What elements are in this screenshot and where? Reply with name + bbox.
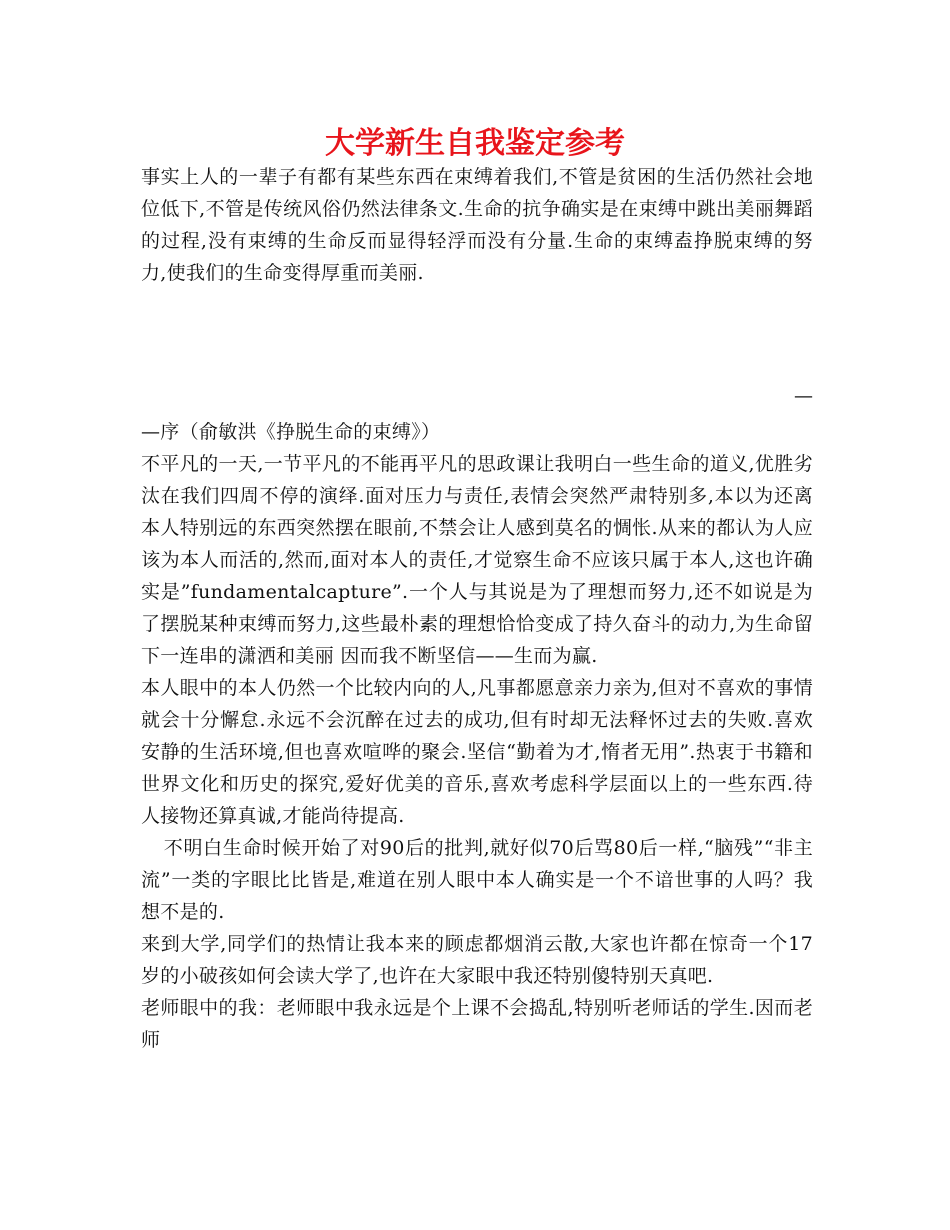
quote-source: —序（俞敏洪《挣脱生命的束缚》） — [141, 421, 441, 443]
body-paragraph: 本人眼中的本人仍然一个比较内向的人,凡事都愿意亲力亲为,但对不喜欢的事情就会十分懈怠.永远不会沉醉在过去的成功,但有时却无法释怀过去的失败.喜欢安静的生活环境,但也喜欢喧哗的聚会.坚信“勤着为才,惰者无用”.热衷于书籍和世界文化和历史的探究,爱好优美的音乐,喜欢考虑科学层面以上的一些东西.待人接物还算真诚,才能尚待提高. — [141, 677, 813, 827]
body-paragraph: 不平凡的一天,一节平凡的不能再平凡的思政课让我明白一些生命的道义,优胜劣汰在我们四周不停的演绎.面对压力与责任,表情会突然严肃特别多,本以为还离本人特别远的东西突然摆在眼前,不禁会让人感到莫名的惆怅.从来的都认为人应该为本人而活的,然而,面对本人的责任,才觉察生命不应该只属于本人,这也许确实是”fundamentalcapture”.一个人与其说是为了理想而努力,还不如说是为了摆脱某种束缚而努力,这些最朴素的理想恰恰变成了持久奋斗的动力,为生命留下一连串的潇洒和美丽 因而我不断坚信——生而为赢. — [141, 453, 813, 667]
quote-dash: — — [794, 385, 813, 407]
intro-paragraph: 事实上人的一辈子有都有某些东西在束缚着我们,不管是贫困的生活仍然社会地位低下,不管是传统风俗仍然法律条文.生命的抗争确实是在束缚中跳出美丽舞蹈的过程,没有束缚的生命反而显得轻浮而没有分量.生命的束缚盍挣脱束缚的努力,使我们的生命变得厚重而美丽. — [141, 166, 813, 284]
document-title: 大学新生自我鉴定参考 — [325, 126, 625, 161]
body-paragraph: 老师眼中的我：老师眼中我永远是个上课不会捣乱,特别听老师话的学生.因而老师 — [141, 997, 813, 1051]
body-section — [141, 416, 813, 1056]
body-paragraph: 来到大学,同学们的热情让我本来的顾虑都烟消云散,大家也许都在惊奇一个17岁的小破孩如何会读大学了,也许在大家眼中我还特别傻特别天真吧. — [141, 933, 813, 987]
body-paragraph: 不明白生命时候开始了对90后的批判,就好似70后骂80后一样,“脑残”“非主流”一类的字眼比比皆是,难道在别人眼中本人确实是一个不谙世事的人吗？我想不是的. — [141, 837, 813, 923]
